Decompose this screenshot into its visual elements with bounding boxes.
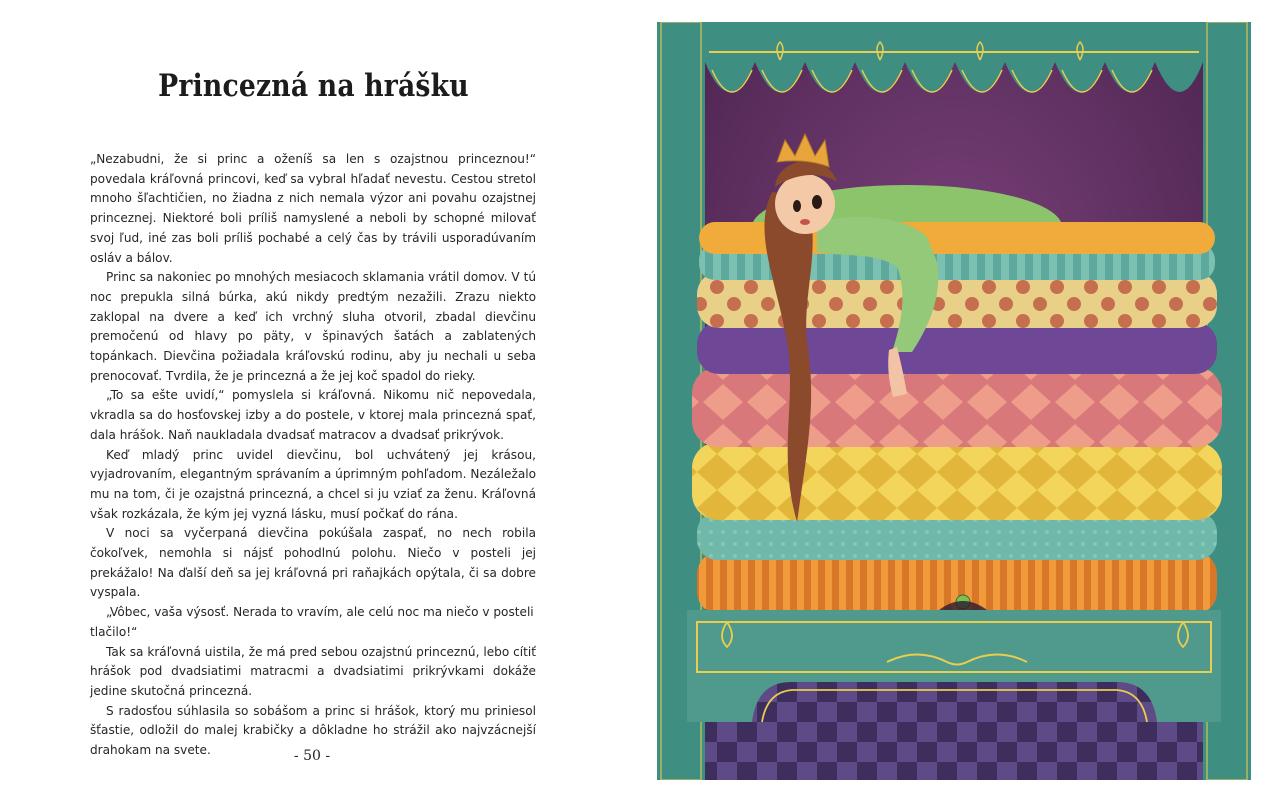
illustration — [657, 22, 1251, 780]
princess-illustration — [657, 22, 1251, 780]
paragraph: Princ sa nakoniec po mnohých mesiacoch sklamania vrátil domov. V tú noc prepukla silná búrka, akú nikdy predtým nezažili. Zrazu niekto zaklopal na dvere a keď ich vrchný sluha otvoril, zbadal dievčinu premočenú od hlavy po päty, v špinavých šatách a zablatených topánkach. Dievčina požiadala kráľovskú rodinu, aby ju nechali u seba prenocovať. Tvrdila, že je princezná a že jej koč spadol do rieky. — [90, 270, 536, 383]
left-page — [0, 0, 637, 800]
paragraph: „To sa ešte uvidí,“ pomyslela si kráľovná. Nikomu nič nepovedala, vkradla sa do hosťovskej izby a do postele, v ktorej mala princezná spať, dala hrášok. Naň naukladala dvadsať matracov a dvadsať prikrývok. — [90, 388, 536, 442]
paragraph: V noci sa vyčerpaná dievčina pokúšala zaspať, no nech robila čokoľvek, nemohla si nájsť pohodlnú polohu. Niečo v posteli jej prekážalo! Na ďalší deň sa jej kráľovná pri raňajkách opýtala, či sa dobre vyspala. — [90, 526, 536, 600]
page-title: Princezná na hrášku — [158, 68, 469, 104]
page-number: - 50 - — [293, 748, 331, 764]
mattress-stack — [692, 222, 1222, 614]
paragraph: Keď mladý princ uvidel dievčinu, bol uchvátený jej krásou, vyjadrovaním, elegantným správaním a úprimným pohľadom. Nezáležalo mu na tom, či je ozajstná princezná, a chcel si ju vziať za ženu. Kráľovná však rozkázala, že kým jej vyzná lásku, musí počkať do rána. — [90, 447, 536, 521]
paragraph: Tak sa kráľovná uistila, že má pred sebou ozajstnú princeznú, lebo cítiť hrášok pod dvadsiatimi matracmi a dvadsiatimi prikrývkami dokáže jedine skutočná princezná. — [90, 644, 536, 698]
paragraph: S radosťou súhlasila so sobášom a princ si hrášok, ktorý mu priniesol šťastie, odložil do malej krabičky a dôkladne ho strážil ako najvzácnejší drahokam na svete. — [90, 703, 536, 758]
story-text — [90, 150, 536, 761]
paragraph: „Nezabudni, že si princ a oženíš sa len s ozajstnou princeznou!“ povedala kráľovná princovi, keď sa vybral hľadať nevestu. Cestou stretol mnoho šľachtičien, no žiadna z nich nemala výzor ani povahu ozajstnej princeznej. Niektoré boli príliš namyslené a neboli by schopné milovať svoj ľud, iné zas boli príliš pochabé a celý čas by trávili usporadúvaním osláv a bálov. — [90, 152, 536, 265]
paragraph: „Vôbec, vaša výsosť. Nerada to vravím, ale celú noc ma niečo v posteli tlačilo!“ — [90, 605, 534, 639]
